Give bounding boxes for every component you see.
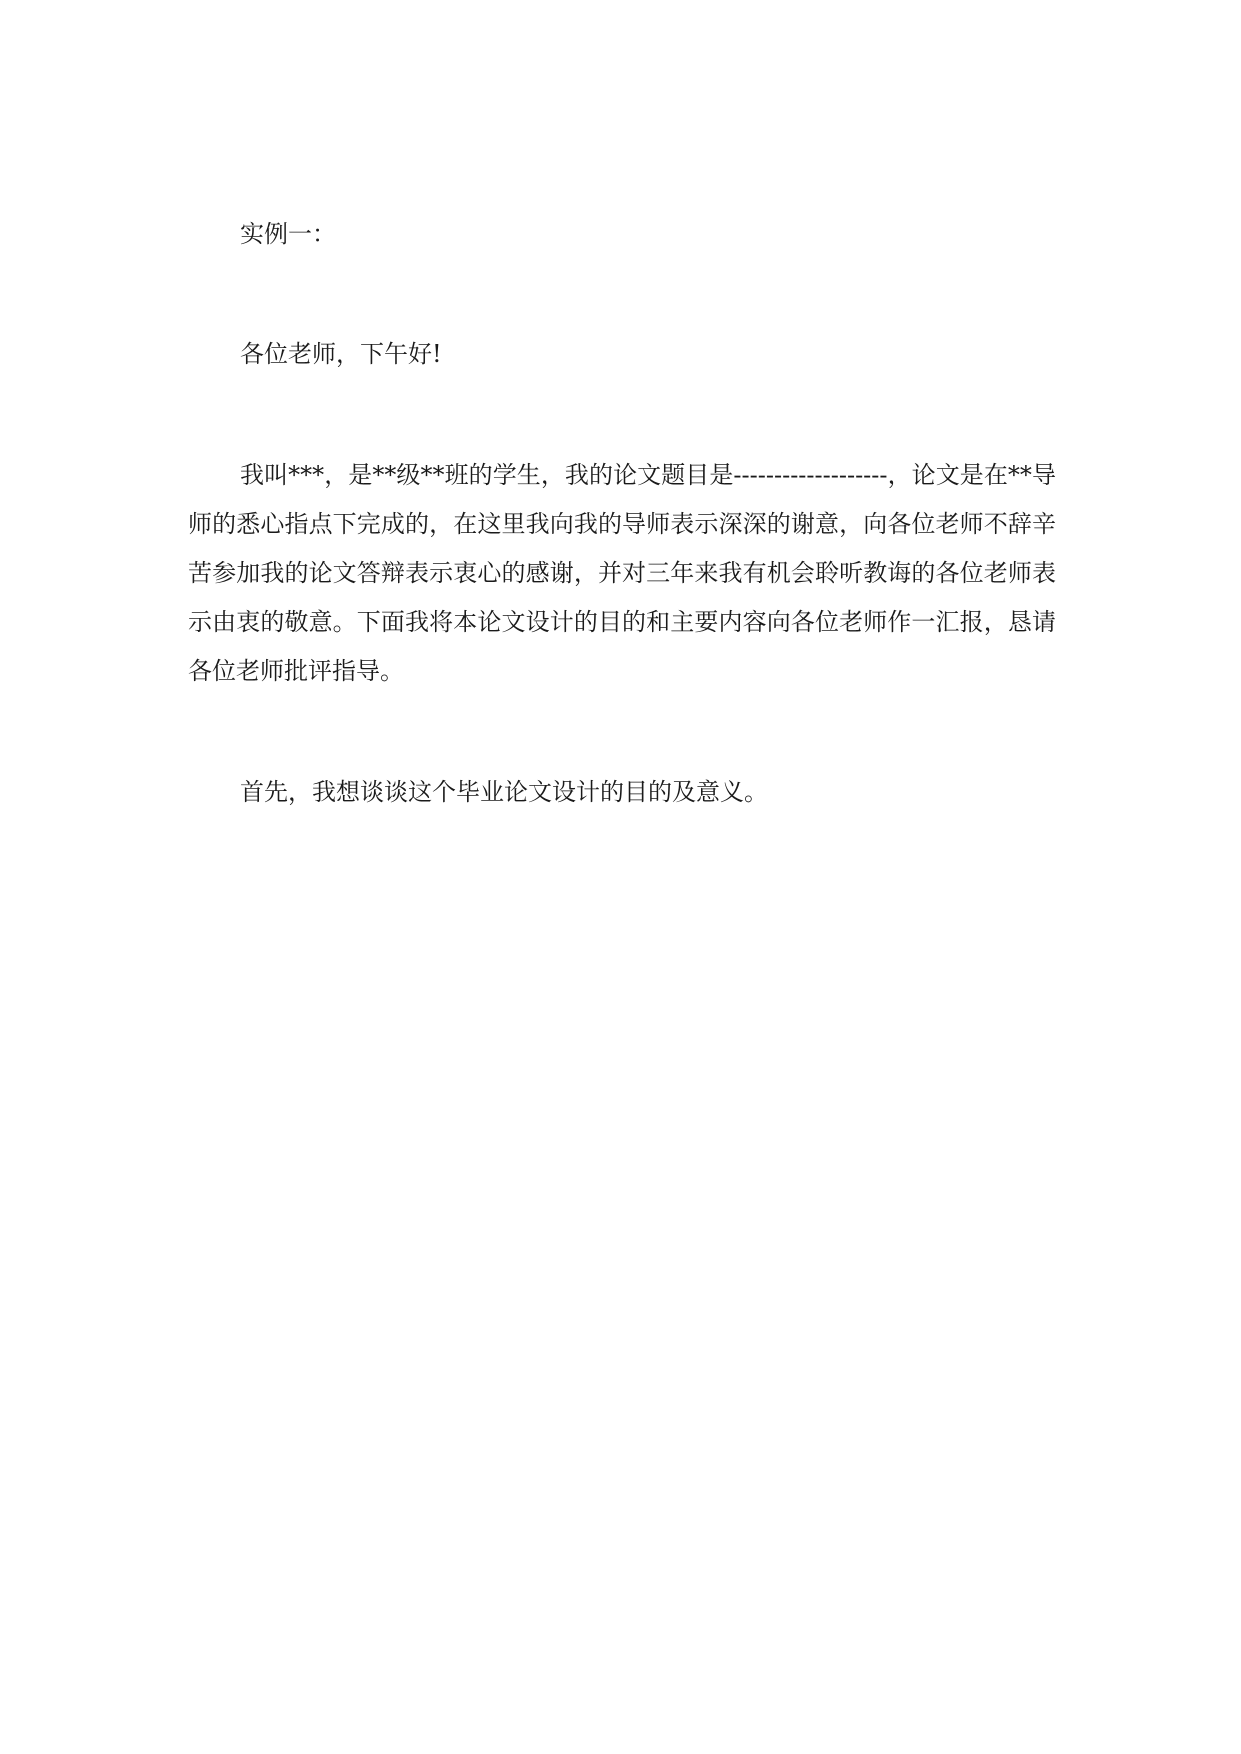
paragraph-spacer (188, 379, 1056, 451)
document-body (188, 210, 1056, 817)
paragraph-introduction: 我叫***，是**级**班的学生，我的论文题目是-------------------，论文是在**导师的悉心指点下完成的，在这里我向我的导师表示深深的谢意，向各位老师不辞辛苦参加我的论文答辩表示衷心的感谢，并对三年来我有机会聆听教诲的各位老师表示由衷的敬意。下面我将本论文设计的目的和主要内容向各位老师作一汇报，恳请各位老师批评指导。 (188, 461, 1056, 685)
paragraph-purpose: 首先，我想谈谈这个毕业论文设计的目的及意义。 (240, 778, 768, 806)
paragraph-spacer (188, 259, 1056, 330)
paragraph-greeting: 各位老师，下午好! (240, 340, 442, 368)
paragraph-spacer (188, 696, 1056, 768)
paragraph-heading: 实例一： (240, 220, 336, 248)
